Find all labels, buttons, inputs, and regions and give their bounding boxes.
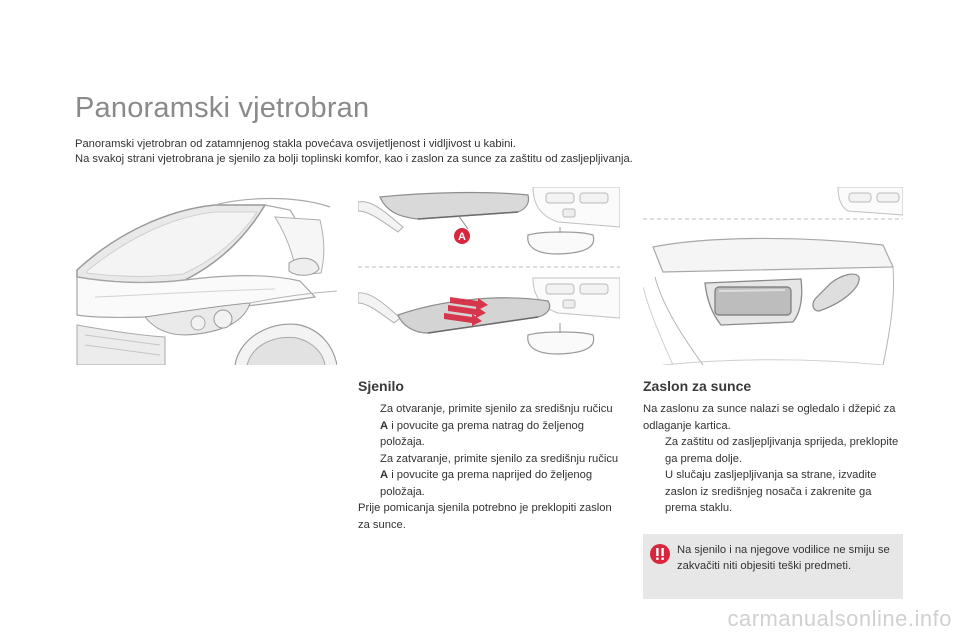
sjenilo-bullet-1-bold: A xyxy=(380,419,389,432)
zaslon-bullet-2 xyxy=(643,467,905,517)
zaslon-bullet-1-text: Za zaštitu od zasljepljivanja sprijeda, preklopite ga prema dolje. xyxy=(665,436,899,465)
footer-watermark: carmanualsonline.info xyxy=(727,606,952,631)
sjenilo-bullet-2-before: Za zatvaranje, primite sjenilo za središnju ručicu xyxy=(380,452,619,465)
sjenilo-bullet-2-bold: A xyxy=(380,469,389,481)
zaslon-text xyxy=(643,401,905,517)
warning-box xyxy=(643,534,903,599)
car-windshield-illustration xyxy=(75,185,337,365)
sun-visor-illustration xyxy=(643,187,903,365)
label-a-text: A xyxy=(458,231,466,243)
sjenilo-bullet-1-after: i povucite ga prema natrag do željenog položaja. xyxy=(380,419,585,448)
intro-line-1: Panoramski vjetrobran od zatamnjenog stakla povećava osvijetljenost i vidljivost u kabini. xyxy=(75,138,516,150)
sjenilo-bullet-2-after: i povucite ga prema naprijed do željenog položaja. xyxy=(380,469,593,498)
sjenilo-bullet-1-before: Za otvaranje, primite sjenilo za središnju ručicu xyxy=(380,403,613,415)
sjenilo-note: Prije pomicanja sjenila potrebno je preklopiti zaslon za sunce. xyxy=(358,502,612,531)
sjenilo-heading: Sjenilo xyxy=(358,378,404,394)
sjenilo-bullet-1 xyxy=(358,401,620,451)
zaslon-intro: Na zaslonu za sunce nalazi se ogledalo i džepić za odlaganje kartica. xyxy=(643,403,896,432)
sjenilo-open-drawing xyxy=(358,187,620,269)
intro-text xyxy=(75,137,835,167)
sjenilo-text xyxy=(358,401,620,533)
zaslon-bullet-2-text: U slučaju zasljepljivanja sa strane, izvadite zaslon iz središnjeg nosača i zakrenite ga prema staklu. xyxy=(665,469,877,514)
sun-visor-drawing xyxy=(643,187,903,365)
sjenilo-closing-drawing xyxy=(358,273,620,365)
sjenilo-bullet-2 xyxy=(358,451,620,501)
warning-text: Na sjenilo i na njegove vodilice ne smiju se zakvačiti niti objesiti teški predmeti. xyxy=(677,544,890,572)
sjenilo-open-illustration xyxy=(358,187,620,269)
warning-exclamation-icon xyxy=(650,544,670,564)
car-windshield-drawing xyxy=(75,185,337,365)
intro-line-2: Na svakoj strani vjetrobrana je sjenilo za bolji toplinski komfor, kao i zaslon za sunce za zaštitu od zasljepljivanja. xyxy=(75,153,633,165)
zaslon-bullet-1 xyxy=(643,434,905,467)
page-title: Panoramski vjetrobran xyxy=(75,92,370,124)
zaslon-heading: Zaslon za sunce xyxy=(643,378,752,394)
sjenilo-closing-illustration xyxy=(358,273,620,365)
